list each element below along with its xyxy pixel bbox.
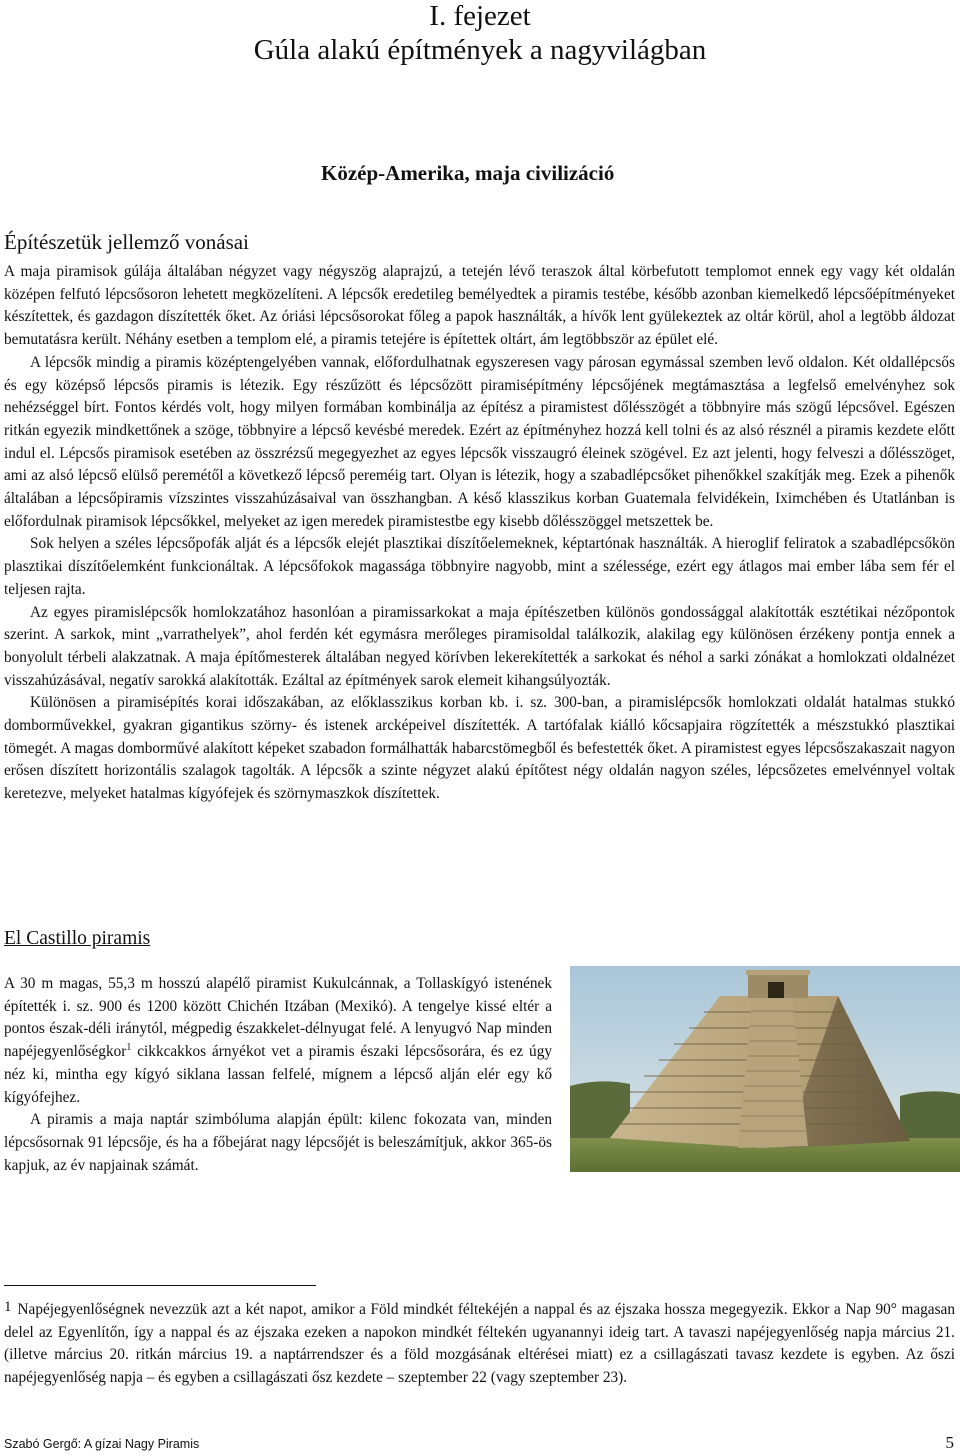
paragraph: Az egyes piramislépcsők homlokzatához hasonlóan a piramissarkokat a maja építészetben különös gondossággal alakították esztétikai nézőpontok szerint. A sarkok, mint „varrathelyek”, ahol ferdén két egymásra merőleges piramisoldal találkozik, alakilag egy különösen érzékeny pontja ennek a bonyolult térbeli alakzatnak. A maja építőmesterek általában negyed körívben lekerekítették a sarkokat és néhol a sarki zónákat a homlokzati oldalnézet visszahúzásával, negatív sarokká alakították. Ezáltal az építmények sarok elemeit kihangsúlyozták. xyxy=(4,603,955,689)
paragraph: Különösen a piramisépítés korai időszakában, az előklasszikus korban kb. i. sz. 300-ban, a piramislépcsők homlokzati oldalát hatalmas stukkó domborművekkel, gyakran gigantikus szörny- és istenek arcképeivel díszítették. A tartófalak kiálló kőcsapjaira rögzítették a mészstukkó plasztikai tömegét. A magas domborművé alakított képeket szabadon formálhatták habarcstömegből és befestették őket. A piramistest egyes lépcsőszakaszait nagyon erősen díszített horizontális szalagok tagolták. A lépcsők a szinte négyzet alakú építőtest négy oldalán nagyon széles, lépcsőzetes emelvénnyel voltak keretezve, melyeket hatalmas kígyófejek és szörnymaszkok díszítettek. xyxy=(4,694,955,803)
section-title: Közép-Amerika, maja civilizáció xyxy=(321,161,615,185)
castillo-text xyxy=(4,973,552,1177)
footnote-reference[interactable]: 1 xyxy=(126,1042,132,1054)
paragraph: A lépcsők mindig a piramis középtengelyében vannak, előfordulhatnak egyszeresen vagy párosan egymással szemben levő oldalon. Két oldallépcsős és egy középső lépcsős piramis is létezik. Egy részűzött és lépcsőzött piramisépítmény lépcsőjének megtámasztása a legfelső emelvényhez sok nehézséggel bírt. Fontos kérdés volt, hogy milyen formában kombinálja az építész a piramistest dőlésszögét a többnyire más szögű lépcsővel. Egészen ritkán egyezik mindkettőnek a szöge, többnyire a lépcső kevésbé meredek. Ezért az építményhez hozzá kell tolni és az alsó résznél a piramis kezdete előtt indul el. Lépcsős piramisok esetében az összrézsű megegyezhet az egyes lépcsők visszaugró éleinek szögével. Ez azt jelenti, hogy felveszi a dőlésszöget, ami az alsó lépcső elülső peremétől a következő lépcső pereméig tart. Olyan is létezik, hogy a szabadlépcsőket pihenőkkel szakítják meg. Ezek a pihenők általában a lépcsőpiramis vízszintes visszahúzásaival van összhangban. A késő klasszikus korban Guatemala felvidékein, Iximchében és Utatlánban is előfordulnak piramisok lépcsőkkel, melyeket az igen meredek piramistestbe egy kisebb dőlésszöggel metszettek be. xyxy=(4,353,955,530)
footnote-text: Napéjegyenlőségnek nevezzük azt a két napot, amikor a Föld mindkét féltekéjén a nappal és az éjszaka hossza megegyezik. Ekkor a Nap 90° magasan delel az Egyenlítőn, így a nappal és az éjszaka ezeken a napokon mindkét féltekén ugyanannyi ideig tart. A tavaszi napéjegyenlőség napja március 21. (illetve március 20. ritkán március 19. a naptárrendszer és a föld mozgásának eltérései miatt) ez a csillagászati tavasz kezdete is egyben. Az őszi napéjegyenlőség napja – és egyben a csillagászati ősz kezdete – szeptember 22 (vagy szeptember 23). xyxy=(4,1301,955,1387)
body-text xyxy=(4,261,955,806)
footer-author: Szabó Gergő: A gízai Nagy Piramis xyxy=(4,1437,200,1451)
page-number: 5 xyxy=(945,1433,954,1452)
castillo-text-part: cikkcakkos árnyékot vet a piramis északi lépcsősorára, és ez úgy néz ki, mintha egy kígyó siklana lassan felfelé, mígnem a lépcső alján elér egy kő kígyófejhez. xyxy=(4,1043,552,1106)
footnote xyxy=(4,1299,955,1390)
castillo-paragraph: A piramis a maja naptár szimbóluma alapján épült: kilenc fokozata van, minden lépcsősornak 91 lépcsője, és ha a főbejárat nagy lépcsőjét is beleszámítjuk, akkor 365-ös kapjuk, az év napjainak számát. xyxy=(4,1111,552,1174)
chapter-title: Gúla alakú építmények a nagyvilágban xyxy=(253,34,707,66)
pyramid-illustration xyxy=(570,966,960,1172)
paragraph: A maja piramisok gúlája általában négyzet vagy négyszög alaprajzú, a tetején lévő teraszok által körbefutott templomot ennek egy vagy két oldalán középen felfutó lépcsősoron lehetett megközelíteni. A lépcsők eredetileg bemélyedtek a piramis testébe, később azonban kiemelkedő lépcsőépítményeket készítettek, és gazdagon díszítették őket. Az óriási lépcsősorokat főleg a papok használták, a hívők lent gyülekeztek az oltár körül, ahol a legtöbb áldozat bemutatásra került. Néhány esetben a templom elé, a piramis tetejére is építettek oltárt, ám legtöbbször az épület elé. xyxy=(4,263,955,349)
castillo-paragraph xyxy=(4,973,552,1109)
footnote-separator xyxy=(4,1285,316,1286)
chapter-label: I. fejezet xyxy=(429,0,531,32)
subheading-architecture-features: Építészetük jellemző vonásai xyxy=(4,230,249,254)
paragraph: Sok helyen a széles lépcsőpofák alját és a lépcsők elejét plasztikai díszítőelemeknek, képtartónak használták. A hieroglif feliratok a szabadlépcsőkön plasztikai díszítőelemként funkcionáltak. A lépcsőfokok magassága többnyire nagyobb, mint a szélessége, ezért egy átlagos mai ember lába sem fér el teljesen rajta. xyxy=(4,535,955,598)
castillo-heading: El Castillo piramis xyxy=(4,928,151,949)
el-castillo-photo xyxy=(570,966,960,1172)
castillo-text-part: A 30 m magas, 55,3 m hosszú alapélő piramist Kukulcánnak, a Tollaskígyó istenének építették i. sz. 900 és 1200 között Chichén Itzában (Mexikó). A tengelye kissé eltér a pontos észak-déli iránytól, mégpedig északkelet-délnyugat felé. A lenyugvó Nap minden napéjegyenlőségkor xyxy=(4,975,552,1061)
footnote-mark: 1 xyxy=(4,1299,12,1315)
